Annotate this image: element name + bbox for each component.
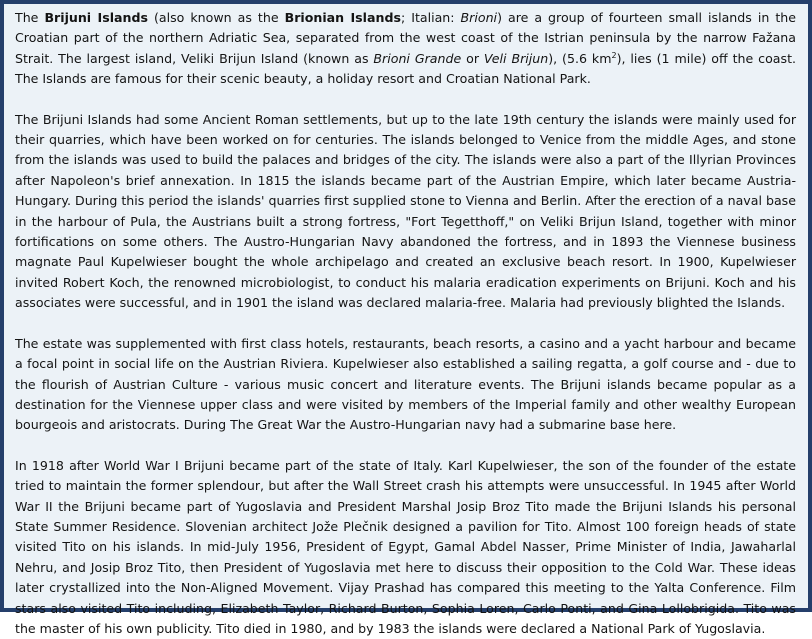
superscript-two: 2 bbox=[611, 50, 617, 60]
name-brionian-islands: Brionian Islands bbox=[284, 10, 401, 25]
intro-text-4: ) are a group of fourteen small islands in the Croatian part of the northern Adriatic Sea, separated from the west coast of the Istrian peninsula by the narrow Fažana Strait. The largest island, Veliki Brijun Island (known as bbox=[15, 10, 796, 66]
intro-text-5: or bbox=[461, 50, 484, 66]
intro-text-1: The bbox=[15, 10, 45, 25]
name-brijuni-islands: Brijuni Islands bbox=[44, 10, 148, 25]
intro-text-3: ; Italian: bbox=[400, 10, 461, 25]
paragraph-intro bbox=[15, 8, 796, 90]
name-veli-brijun: Veli Brijun bbox=[483, 50, 549, 66]
paragraph-twentieth-century: In 1918 after World War I Brijuni became part of the state of Italy. Karl Kupelwieser, the son of the founder of the estate tried to maintain the former splendour, but after the Wall Street crash his attempts were unsuccessful. In 1945 after World War II the Brijuni became part of Yugoslavia and President Marshal Josip Broz Tito made the Brijuni Islands his personal State Summer Residence. Slovenian architect Jože Plečnik designed a pavilion for Tito. Almost 100 foreign heads of state visited Tito on his islands. In mid-July 1956, President of Egypt, Gamal Abdel Nasser, Prime Minister of India, Jawaharlal Nehru, and Josip Broz Tito, then President of Yugoslavia met here to discuss their opposition to the Cold War. These ideas later crystallized into the Non-Aligned Movement. Vijay Prashad has compared this meeting to the Yalta Conference. Film stars also visited Tito including, Elizabeth Taylor, Richard Burton, Sophia Loren, Carlo Ponti, and Gina Lollobrigida. Tito was the master of his own publicity. Tito died in 1980, and by 1983 the islands were declared a National Park of Yugoslavia. bbox=[15, 457, 796, 636]
intro-text-6: ), (5.6 km bbox=[548, 50, 612, 66]
paragraph-estate: The estate was supplemented with first class hotels, restaurants, beach resorts, a casino and a yacht harbour and became a focal point in social life on the Austrian Riviera. Kupelwieser also established a sailing regatta, a golf course and - due to the flourish of Austrian Culture - various music concert and literature events. The Brijuni islands became popular as a destination for the Viennese upper class and were visited by members of the Imperial family and other wealthy European bourgeois and aristocrats. During The Great War the Austro-Hungarian navy had a submarine base here. bbox=[15, 335, 796, 433]
intro-text-7: ), lies (1 mile) off the coast. The Islands are famous for their scenic beauty, a holiday resort and Croatian National Park. bbox=[15, 50, 797, 87]
italian-name-brioni: Brioni bbox=[460, 10, 498, 25]
paragraph-history: The Brijuni Islands had some Ancient Roman settlements, but up to the late 19th century the islands were mainly used for their quarries, which have been worked on for centuries. The islands belonged to Venice from the middle Ages, and stone from the islands was used to build the palaces and bridges of the city. The islands were also a part of the Illyrian Provinces after Napoleon's brief annexation. In 1815 the islands became part of the Austrian Empire, which later became Austria-Hungary. During this period the islands' quarries first supplied stone to Vienna and Berlin. After the erection of a naval base in the harbour of Pula, the Austrians built a strong fortress, "Fort Tegetthoff," on Veliki Brijun Island, together with minor fortifications on some others. The Austro-Hungarian Navy abandoned the fortress, and in 1893 the Viennese business magnate Paul Kupelwieser bought the whole archipelago and created an exclusive beach resort. In 1900, Kupelwieser invited Robert Koch, the renowned microbiologist, to conduct his malaria eradication experiments on Brijuni. Koch and his associates were successful, and in 1901 the island was declared malaria-free. Malaria had previously blighted the Islands. bbox=[15, 111, 796, 311]
intro-text-2: (also known as the bbox=[147, 10, 285, 25]
name-brioni-grande: Brioni Grande bbox=[373, 50, 462, 66]
